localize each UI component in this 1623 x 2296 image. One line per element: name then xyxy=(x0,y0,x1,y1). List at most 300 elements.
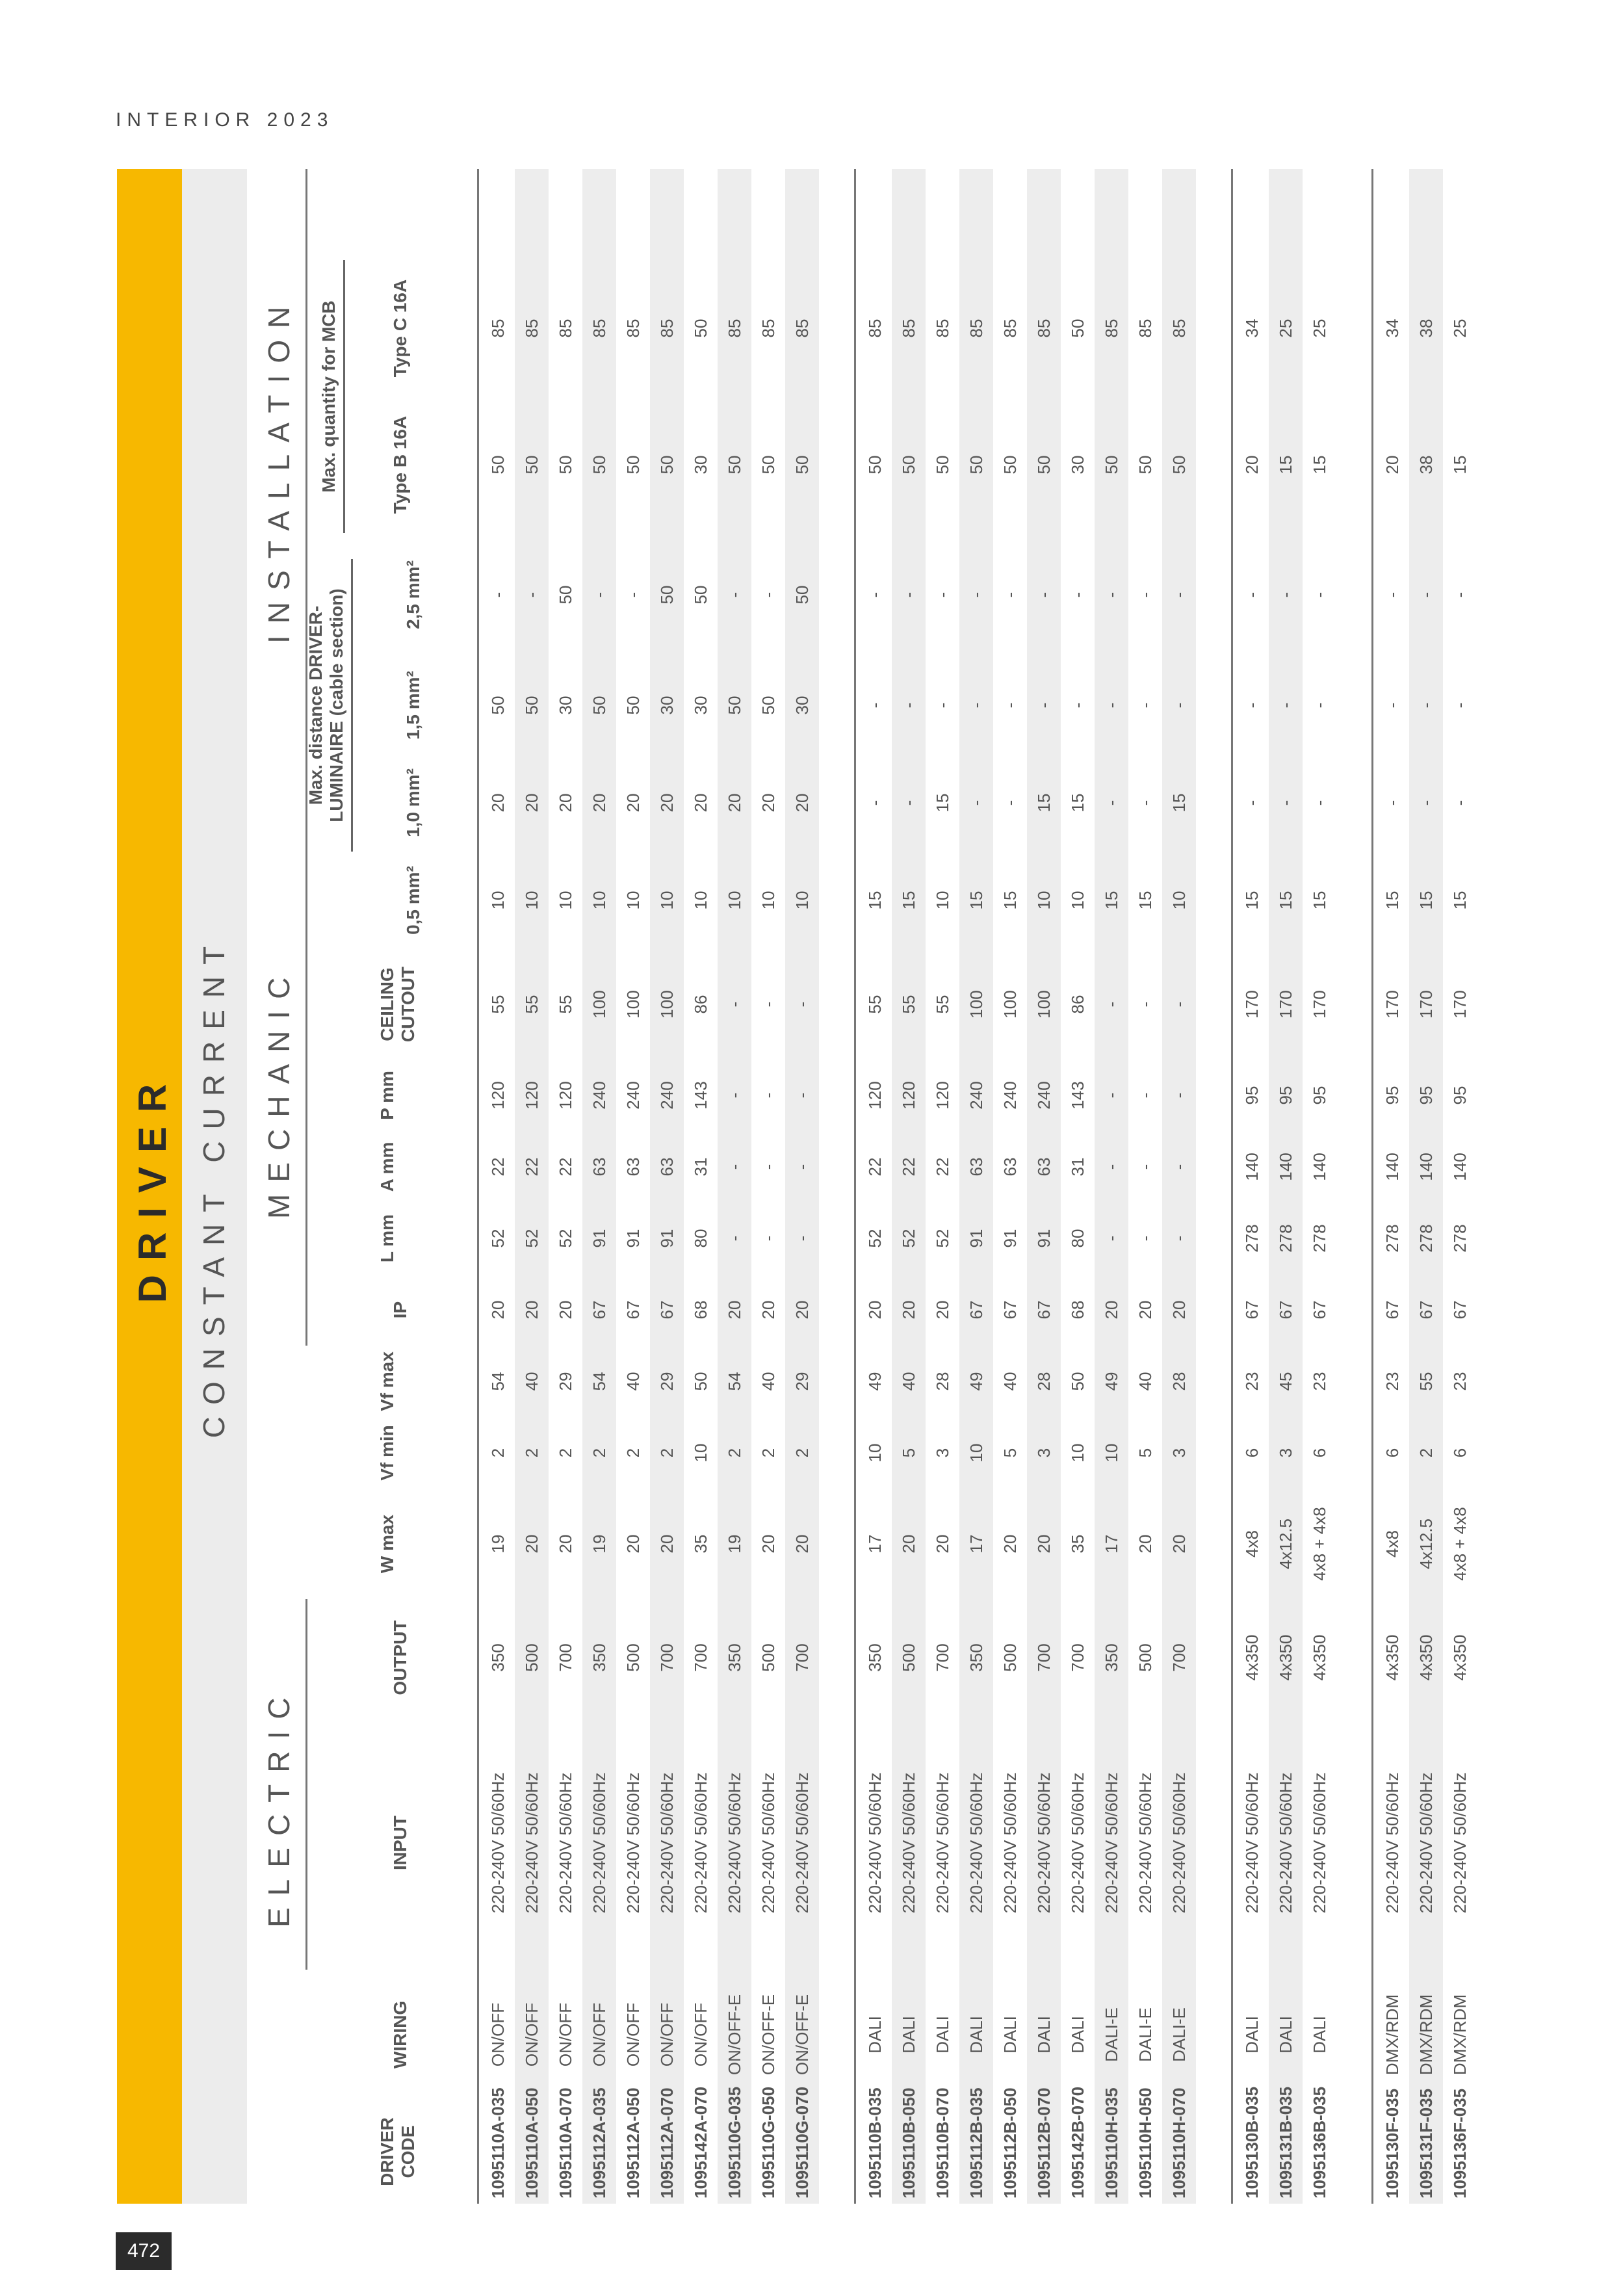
cell-vf-min: 3 xyxy=(1276,1448,1295,1458)
cell-driver-code: 1095110B-035 xyxy=(865,2087,885,2198)
cell-ceiling-cutout: 86 xyxy=(1068,995,1087,1014)
table-row xyxy=(1443,169,1477,2204)
cell-ceiling-cutout: 55 xyxy=(933,995,952,1014)
cell-dist-1-5: 50 xyxy=(725,696,744,715)
cell-dist-0-5: 15 xyxy=(1242,891,1262,910)
header-w-max: W max xyxy=(377,1514,397,1574)
cell-vf-max: 49 xyxy=(967,1372,986,1391)
cell-mcb-type-c: 50 xyxy=(1068,319,1087,338)
cell-dist-1-0: - xyxy=(899,800,918,806)
cell-wiring: DALI-E xyxy=(1136,2007,1155,2062)
cell-dist-1-0: 15 xyxy=(1169,793,1189,813)
cell-wiring: ON/OFF xyxy=(556,2002,575,2067)
cell-mcb-type-c: 85 xyxy=(522,319,541,338)
cell-ceiling-cutout: 170 xyxy=(1310,990,1329,1019)
cell-l-mm: 91 xyxy=(657,1229,677,1248)
cell-wiring: ON/OFF xyxy=(522,2002,541,2067)
cell-dist-2-5: - xyxy=(1000,592,1020,598)
cell-vf-min: 5 xyxy=(1000,1448,1020,1458)
cell-vf-max: 54 xyxy=(725,1372,744,1391)
cell-dist-0-5: 15 xyxy=(1102,891,1121,910)
table-row xyxy=(1235,169,1269,2204)
cell-a-mm: - xyxy=(1169,1164,1189,1170)
cell-input: 220-240V 50/60Hz xyxy=(1169,1772,1189,1914)
cell-vf-max: 50 xyxy=(1068,1372,1087,1391)
cell-a-mm: 22 xyxy=(488,1157,508,1177)
cell-vf-max: 45 xyxy=(1276,1372,1295,1391)
cell-p-mm: 120 xyxy=(865,1081,885,1110)
cell-input: 220-240V 50/60Hz xyxy=(967,1772,986,1914)
cell-p-mm: 240 xyxy=(1000,1081,1020,1110)
cell-output: 4x350 xyxy=(1276,1634,1295,1681)
cell-p-mm: 120 xyxy=(488,1081,508,1110)
cell-ip: 20 xyxy=(488,1300,508,1320)
cell-mcb-type-c: 85 xyxy=(792,319,812,338)
cell-dist-2-5: - xyxy=(967,592,986,598)
cell-vf-min: 5 xyxy=(899,1448,918,1458)
cell-dist-0-5: 15 xyxy=(1450,891,1470,910)
cell-a-mm: 22 xyxy=(899,1157,918,1177)
cell-dist-1-5: 50 xyxy=(623,696,643,715)
cell-ip: 67 xyxy=(1034,1300,1054,1320)
cell-vf-min: 3 xyxy=(1169,1448,1189,1458)
cell-input: 220-240V 50/60Hz xyxy=(1242,1772,1262,1914)
cell-dist-1-5: - xyxy=(1276,702,1295,709)
cell-mcb-type-c: 85 xyxy=(1136,319,1155,338)
cell-vf-min: 10 xyxy=(967,1443,986,1463)
cell-dist-2-5: - xyxy=(1136,592,1155,598)
cell-input: 220-240V 50/60Hz xyxy=(556,1772,575,1914)
cell-a-mm: 140 xyxy=(1276,1153,1295,1181)
cell-driver-code: 1095112B-035 xyxy=(967,2087,986,2198)
table-row xyxy=(549,169,582,2204)
cell-output: 4x350 xyxy=(1450,1634,1470,1681)
cell-dist-0-5: 10 xyxy=(522,891,541,910)
header-mcb-type-c: Type C 16A xyxy=(390,279,410,378)
cell-mcb-type-c: 34 xyxy=(1242,319,1262,338)
cell-ceiling-cutout: 170 xyxy=(1383,990,1402,1019)
cell-ceiling-cutout: 55 xyxy=(488,995,508,1014)
cell-vf-max: 23 xyxy=(1242,1372,1262,1391)
cell-vf-max: 23 xyxy=(1310,1372,1329,1391)
cell-p-mm: 143 xyxy=(691,1081,710,1110)
cell-dist-1-0: - xyxy=(1102,800,1121,806)
cell-l-mm: 52 xyxy=(522,1229,541,1248)
cell-driver-code: 1095112A-070 xyxy=(657,2087,677,2198)
cell-p-mm: - xyxy=(1102,1092,1121,1099)
header-ip: IP xyxy=(390,1301,410,1319)
cell-ip: 67 xyxy=(1000,1300,1020,1320)
cell-input: 220-240V 50/60Hz xyxy=(488,1772,508,1914)
cell-dist-1-0: - xyxy=(967,800,986,806)
cell-mcb-type-b: 50 xyxy=(725,455,744,475)
cell-input: 220-240V 50/60Hz xyxy=(933,1772,952,1914)
cell-dist-2-5: - xyxy=(1276,592,1295,598)
cell-ceiling-cutout: 55 xyxy=(899,995,918,1014)
cell-dist-1-0: 15 xyxy=(1068,793,1087,813)
header-0-5: 0,5 mm² xyxy=(403,866,423,935)
table-row xyxy=(718,169,751,2204)
table-row xyxy=(1409,169,1443,2204)
cell-driver-code: 1095136F-035 xyxy=(1450,2088,1470,2198)
cell-ip: 20 xyxy=(865,1300,885,1320)
cell-p-mm: - xyxy=(759,1092,778,1099)
cell-driver-code: 1095131B-035 xyxy=(1276,2086,1295,2198)
cell-l-mm: - xyxy=(725,1235,744,1242)
cell-mcb-type-c: 85 xyxy=(657,319,677,338)
table-row xyxy=(959,169,993,2204)
table-row xyxy=(1027,169,1061,2204)
cell-dist-0-5: 10 xyxy=(657,891,677,910)
cell-mcb-type-b: 50 xyxy=(933,455,952,475)
cell-wiring: DALI-E xyxy=(1169,2007,1189,2062)
cell-dist-2-5: - xyxy=(522,592,541,598)
cell-mcb-type-b: 15 xyxy=(1450,455,1470,475)
cell-ip: 20 xyxy=(556,1300,575,1320)
cell-w-max: 19 xyxy=(725,1534,744,1554)
header-input: INPUT xyxy=(390,1816,410,1870)
cell-dist-1-5: 50 xyxy=(488,696,508,715)
cell-mcb-type-b: 38 xyxy=(1416,455,1436,475)
cell-dist-0-5: 15 xyxy=(1416,891,1436,910)
cell-mcb-type-b: 50 xyxy=(865,455,885,475)
cell-wiring: DALI xyxy=(1000,2016,1020,2054)
cell-p-mm: 95 xyxy=(1242,1086,1262,1105)
cell-dist-1-0: 20 xyxy=(590,793,609,813)
cell-input: 220-240V 50/60Hz xyxy=(899,1772,918,1914)
cell-driver-code: 1095142B-070 xyxy=(1068,2086,1087,2198)
cell-dist-0-5: 10 xyxy=(590,891,609,910)
cell-ceiling-cutout: 55 xyxy=(865,995,885,1014)
cell-dist-1-5: 30 xyxy=(556,696,575,715)
cell-w-max: 20 xyxy=(657,1534,677,1554)
cell-input: 220-240V 50/60Hz xyxy=(1068,1772,1087,1914)
cell-mcb-type-b: 50 xyxy=(1136,455,1155,475)
cell-dist-1-0: - xyxy=(1450,800,1470,806)
cell-dist-2-5: - xyxy=(1450,592,1470,598)
cell-output: 350 xyxy=(590,1643,609,1672)
subtitle-band xyxy=(182,169,247,2204)
cell-output: 500 xyxy=(1000,1643,1020,1672)
cell-driver-code: 1095112A-035 xyxy=(590,2087,609,2198)
cell-dist-2-5: - xyxy=(725,592,744,598)
cell-output: 4x350 xyxy=(1416,1634,1436,1681)
cell-dist-1-5: - xyxy=(933,702,952,709)
cell-dist-2-5: 50 xyxy=(556,585,575,605)
cell-dist-0-5: 15 xyxy=(1136,891,1155,910)
cell-l-mm: 91 xyxy=(590,1229,609,1248)
cell-p-mm: 240 xyxy=(967,1081,986,1110)
cell-driver-code: 1095110G-035 xyxy=(725,2086,744,2198)
group-top-rule xyxy=(854,169,856,2204)
header-p: P mm xyxy=(377,1071,397,1120)
cell-a-mm: 63 xyxy=(623,1157,643,1177)
cell-l-mm: - xyxy=(1102,1235,1121,1242)
cell-wiring: DALI xyxy=(1310,2016,1329,2054)
cell-dist-1-5: - xyxy=(1383,702,1402,709)
cell-p-mm: - xyxy=(1136,1092,1155,1099)
cell-input: 220-240V 50/60Hz xyxy=(1102,1772,1121,1914)
cell-w-max: 20 xyxy=(1034,1534,1054,1554)
cell-dist-1-0: - xyxy=(1383,800,1402,806)
cell-driver-code: 1095110H-070 xyxy=(1169,2087,1189,2198)
cell-dist-1-0: - xyxy=(1416,800,1436,806)
cell-dist-1-0: 15 xyxy=(1034,793,1054,813)
cell-w-max: 35 xyxy=(1068,1534,1087,1554)
cell-dist-1-0: 20 xyxy=(691,793,710,813)
cell-wiring: ON/OFF-E xyxy=(759,1994,778,2076)
cell-p-mm: 120 xyxy=(556,1081,575,1110)
cell-ip: 20 xyxy=(933,1300,952,1320)
cell-dist-0-5: 15 xyxy=(1310,891,1329,910)
electric-rule xyxy=(305,1599,307,1970)
group-electric: ELECTRIC xyxy=(262,1686,296,1927)
cell-dist-2-5: - xyxy=(488,592,508,598)
cell-vf-max: 49 xyxy=(1102,1372,1121,1391)
cell-output: 350 xyxy=(865,1643,885,1672)
cell-ip: 67 xyxy=(1242,1300,1262,1320)
header-mcb: Max. quantity for MCB xyxy=(318,260,345,533)
header-vf-min: Vf min xyxy=(377,1425,397,1481)
cell-wiring: DALI xyxy=(967,2016,986,2054)
cell-mcb-type-b: 50 xyxy=(657,455,677,475)
cell-mcb-type-c: 50 xyxy=(691,319,710,338)
cell-vf-min: 2 xyxy=(725,1448,744,1458)
cell-wiring: DALI xyxy=(899,2016,918,2054)
cell-mcb-type-c: 85 xyxy=(556,319,575,338)
cell-dist-1-5: - xyxy=(1416,702,1436,709)
cell-vf-max: 23 xyxy=(1450,1372,1470,1391)
cell-mcb-type-c: 85 xyxy=(759,319,778,338)
cell-mcb-type-c: 85 xyxy=(899,319,918,338)
cell-a-mm: - xyxy=(1102,1164,1121,1170)
cell-driver-code: 1095136B-035 xyxy=(1310,2086,1329,2198)
cell-dist-2-5: - xyxy=(1169,592,1189,598)
cell-ceiling-cutout: 100 xyxy=(623,990,643,1019)
cell-output: 700 xyxy=(792,1643,812,1672)
cell-vf-min: 10 xyxy=(865,1443,885,1463)
cell-wiring: DALI-E xyxy=(1102,2007,1121,2062)
table-row xyxy=(751,169,785,2204)
cell-ip: 20 xyxy=(759,1300,778,1320)
table-row xyxy=(1128,169,1162,2204)
cell-w-max: 19 xyxy=(488,1534,508,1554)
cell-w-max: 20 xyxy=(899,1534,918,1554)
cell-l-mm: 80 xyxy=(691,1229,710,1248)
cell-wiring: DMX/RDM xyxy=(1416,1994,1436,2076)
cell-vf-min: 2 xyxy=(759,1448,778,1458)
cell-vf-max: 29 xyxy=(556,1372,575,1391)
cell-input: 220-240V 50/60Hz xyxy=(792,1772,812,1914)
cell-p-mm: 240 xyxy=(657,1081,677,1110)
cell-a-mm: 63 xyxy=(967,1157,986,1177)
cell-w-max: 20 xyxy=(556,1534,575,1554)
cell-driver-code: 1095110G-070 xyxy=(792,2086,812,2198)
cell-a-mm: 63 xyxy=(590,1157,609,1177)
header-l: L mm xyxy=(377,1214,397,1263)
table-row xyxy=(515,169,549,2204)
cell-vf-min: 2 xyxy=(556,1448,575,1458)
cell-mcb-type-b: 50 xyxy=(522,455,541,475)
cell-output: 700 xyxy=(691,1643,710,1672)
cell-driver-code: 1095110B-050 xyxy=(899,2087,918,2198)
cell-vf-min: 10 xyxy=(1102,1443,1121,1463)
cell-vf-max: 54 xyxy=(488,1372,508,1391)
table-subtitle: CONSTANT CURRENT xyxy=(197,934,231,1439)
cell-a-mm: 22 xyxy=(556,1157,575,1177)
cell-vf-max: 40 xyxy=(759,1372,778,1391)
cell-driver-code: 1095142A-070 xyxy=(691,2086,710,2198)
table-row xyxy=(650,169,684,2204)
table-row xyxy=(481,169,515,2204)
cell-mcb-type-c: 85 xyxy=(623,319,643,338)
cell-output: 700 xyxy=(1068,1643,1087,1672)
cell-p-mm: - xyxy=(725,1092,744,1099)
cell-dist-2-5: - xyxy=(623,592,643,598)
cell-dist-1-5: 30 xyxy=(691,696,710,715)
cell-dist-1-0: 20 xyxy=(759,793,778,813)
cell-dist-0-5: 10 xyxy=(556,891,575,910)
cell-wiring: DALI xyxy=(1034,2016,1054,2054)
cell-ceiling-cutout: 100 xyxy=(1000,990,1020,1019)
cell-a-mm: - xyxy=(725,1164,744,1170)
header-ceiling-cutout: CEILING CUTOUT xyxy=(377,966,418,1043)
table-title: DRIVER xyxy=(131,1069,174,1303)
cell-ceiling-cutout: - xyxy=(792,1001,812,1008)
table-row xyxy=(1095,169,1128,2204)
cell-dist-0-5: 10 xyxy=(1034,891,1054,910)
cell-input: 220-240V 50/60Hz xyxy=(590,1772,609,1914)
cell-driver-code: 1095110B-070 xyxy=(933,2087,952,2198)
cell-input: 220-240V 50/60Hz xyxy=(1416,1772,1436,1914)
cell-vf-min: 2 xyxy=(522,1448,541,1458)
cell-input: 220-240V 50/60Hz xyxy=(759,1772,778,1914)
title-band xyxy=(117,169,182,2204)
cell-mcb-type-b: 50 xyxy=(899,455,918,475)
cell-vf-min: 10 xyxy=(1068,1443,1087,1463)
cell-dist-1-5: - xyxy=(1242,702,1262,709)
cell-mcb-type-b: 15 xyxy=(1276,455,1295,475)
cell-mcb-type-c: 34 xyxy=(1383,319,1402,338)
mechanic-rule xyxy=(305,949,307,1346)
cell-driver-code: 1095110A-035 xyxy=(488,2087,508,2198)
cell-vf-min: 2 xyxy=(792,1448,812,1458)
cell-dist-2-5: - xyxy=(1383,592,1402,598)
page-header: INTERIOR 2023 xyxy=(116,109,334,131)
cell-p-mm: 95 xyxy=(1383,1086,1402,1105)
cell-wiring: ON/OFF xyxy=(590,2002,609,2067)
cell-vf-min: 2 xyxy=(1416,1448,1436,1458)
cell-ip: 67 xyxy=(590,1300,609,1320)
cell-ip: 20 xyxy=(725,1300,744,1320)
cell-a-mm: 31 xyxy=(1068,1157,1087,1177)
cell-dist-1-5: 30 xyxy=(792,696,812,715)
cell-driver-code: 1095112A-050 xyxy=(623,2087,643,2198)
cell-l-mm: - xyxy=(1169,1235,1189,1242)
cell-mcb-type-b: 50 xyxy=(759,455,778,475)
cell-wiring: ON/OFF xyxy=(623,2002,643,2067)
cell-vf-min: 6 xyxy=(1242,1448,1262,1458)
header-max-distance: Max. distance DRIVER-LUMINAIRE (cable section) xyxy=(305,559,353,852)
cell-ip: 67 xyxy=(1450,1300,1470,1320)
cell-dist-2-5: - xyxy=(1068,592,1087,598)
cell-mcb-type-c: 85 xyxy=(1102,319,1121,338)
group-mechanic: MECHANIC xyxy=(262,965,296,1219)
cell-dist-1-0: - xyxy=(1000,800,1020,806)
table-row xyxy=(1269,169,1303,2204)
cell-w-max: 20 xyxy=(1169,1534,1189,1554)
cell-ceiling-cutout: 55 xyxy=(556,995,575,1014)
cell-l-mm: 91 xyxy=(623,1229,643,1248)
cell-a-mm: 22 xyxy=(522,1157,541,1177)
cell-l-mm: - xyxy=(792,1235,812,1242)
cell-output: 500 xyxy=(759,1643,778,1672)
cell-mcb-type-b: 20 xyxy=(1383,455,1402,475)
cell-vf-max: 49 xyxy=(865,1372,885,1391)
cell-mcb-type-b: 20 xyxy=(1242,455,1262,475)
cell-w-max: 4x12.5 xyxy=(1276,1518,1295,1570)
cell-a-mm: - xyxy=(1136,1164,1155,1170)
cell-dist-1-5: - xyxy=(865,702,885,709)
cell-l-mm: 52 xyxy=(488,1229,508,1248)
cell-input: 220-240V 50/60Hz xyxy=(865,1772,885,1914)
cell-dist-1-0: - xyxy=(1242,800,1262,806)
cell-l-mm: 278 xyxy=(1276,1224,1295,1253)
cell-output: 700 xyxy=(1034,1643,1054,1672)
cell-dist-0-5: 15 xyxy=(967,891,986,910)
cell-dist-2-5: - xyxy=(865,592,885,598)
cell-vf-min: 2 xyxy=(623,1448,643,1458)
cell-a-mm: 140 xyxy=(1242,1153,1262,1181)
cell-vf-min: 3 xyxy=(933,1448,952,1458)
cell-output: 700 xyxy=(657,1643,677,1672)
header-2-5: 2,5 mm² xyxy=(403,560,423,629)
cell-w-max: 20 xyxy=(623,1534,643,1554)
cell-dist-0-5: 10 xyxy=(725,891,744,910)
cell-ip: 20 xyxy=(1136,1300,1155,1320)
cell-mcb-type-b: 30 xyxy=(691,455,710,475)
cell-vf-max: 40 xyxy=(623,1372,643,1391)
table-row xyxy=(785,169,819,2204)
cell-p-mm: - xyxy=(792,1092,812,1099)
cell-input: 220-240V 50/60Hz xyxy=(1136,1772,1155,1914)
cell-ip: 67 xyxy=(1310,1300,1329,1320)
cell-p-mm: 143 xyxy=(1068,1081,1087,1110)
cell-mcb-type-b: 50 xyxy=(1000,455,1020,475)
header-output: OUTPUT xyxy=(390,1620,410,1695)
cell-ceiling-cutout: 100 xyxy=(967,990,986,1019)
group-installation: INSTALLATION xyxy=(262,294,296,644)
cell-vf-min: 2 xyxy=(657,1448,677,1458)
cell-mcb-type-b: 30 xyxy=(1068,455,1087,475)
table-row xyxy=(993,169,1027,2204)
cell-mcb-type-c: 85 xyxy=(488,319,508,338)
cell-wiring: ON/OFF xyxy=(657,2002,677,2067)
cell-dist-1-5: - xyxy=(899,702,918,709)
cell-dist-2-5: - xyxy=(933,592,952,598)
cell-dist-0-5: 15 xyxy=(1276,891,1295,910)
table-row xyxy=(1061,169,1095,2204)
cell-w-max: 4x8 + 4x8 xyxy=(1450,1507,1470,1581)
cell-w-max: 35 xyxy=(691,1534,710,1554)
cell-mcb-type-c: 85 xyxy=(933,319,952,338)
table-row xyxy=(1303,169,1336,2204)
cell-mcb-type-b: 50 xyxy=(792,455,812,475)
cell-dist-0-5: 10 xyxy=(691,891,710,910)
header-1-0: 1,0 mm² xyxy=(403,768,423,837)
cell-wiring: DALI xyxy=(1276,2016,1295,2054)
cell-p-mm: - xyxy=(1169,1092,1189,1099)
